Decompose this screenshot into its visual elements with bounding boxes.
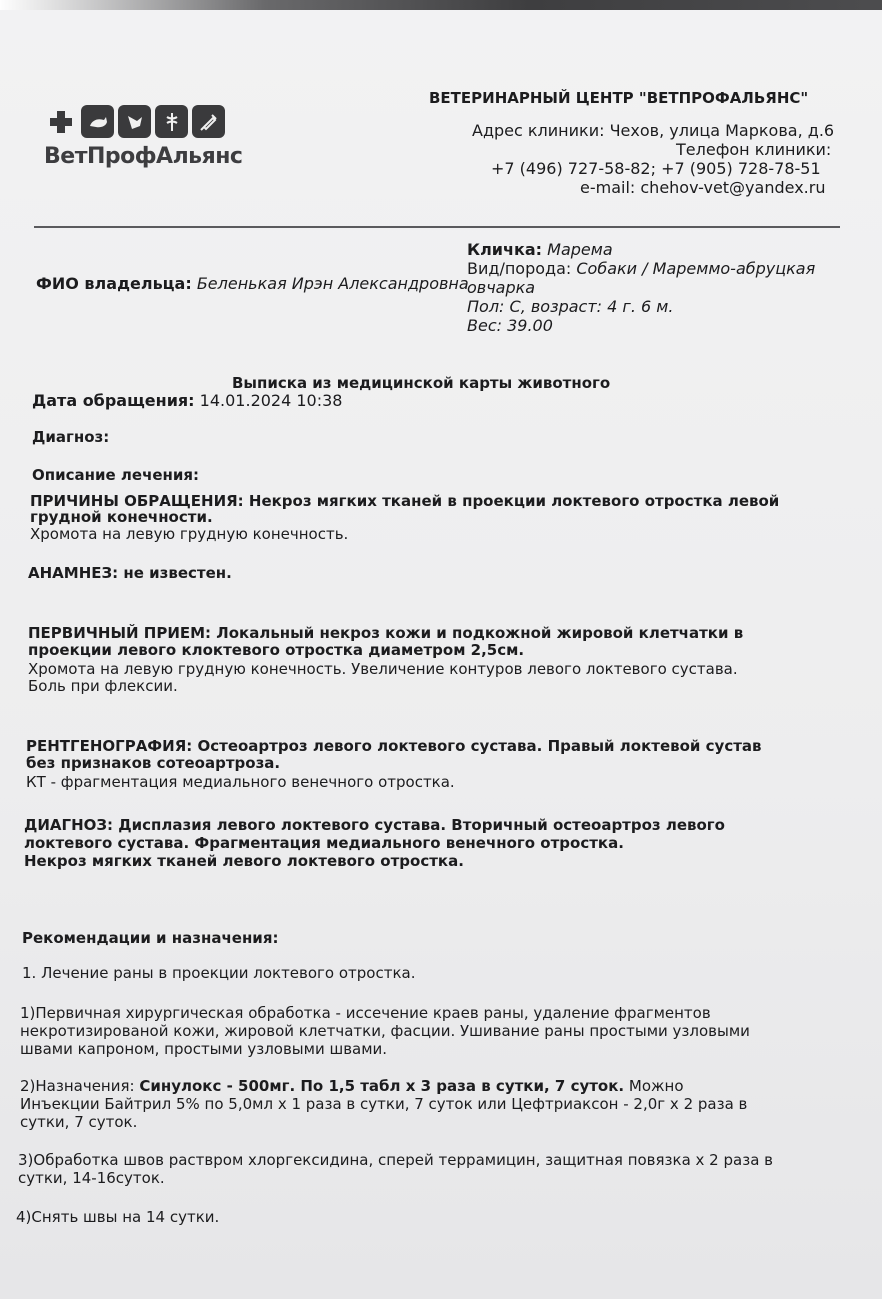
cross-icon <box>44 105 77 138</box>
rec-item1: 1. Лечение раны в проекции локтевого отростка. <box>22 964 416 982</box>
phone-label: Телефон клиники: <box>676 140 832 159</box>
rec-p2-line3: сутки, 7 суток. <box>20 1113 138 1131</box>
cat-icon <box>81 105 114 138</box>
photo-top-shadow <box>0 0 882 10</box>
rec-p1-line1: 1)Первичная хирургическая обработка - иссечение краев раны, удаление фрагментов <box>20 1004 711 1022</box>
record-title: Выписка из медицинской карты животного <box>232 374 611 392</box>
clinic-address: Адрес клиники: Чехов, улица Маркова, д.6 <box>472 121 835 140</box>
breed-cont: овчарка <box>467 278 536 297</box>
diagnosis-label: Диагноз: <box>32 428 110 446</box>
header-divider <box>34 226 840 228</box>
rec-p4: 4)Снять швы на 14 сутки. <box>16 1208 220 1226</box>
owner-label: ФИО владельца: <box>36 274 192 293</box>
rec-p2-line1 <box>20 1077 684 1095</box>
clinic-phones: +7 (496) 727-58-82; +7 (905) 728-78-51 <box>491 159 821 178</box>
dx-line1: ДИАГНОЗ: Дисплазия левого локтевого сустава. Вторичный остеоартроз левого <box>24 816 725 834</box>
primary-line1: ПЕРВИЧНЫЙ ПРИЕМ: Локальный некроз кожи и подкожной жировой клетчатки в <box>28 624 744 642</box>
clinic-logo <box>44 105 225 138</box>
weight: Вес: 39.00 <box>467 316 553 335</box>
reasons-line2: грудной конечности. <box>30 508 213 526</box>
pet-name-label: Кличка: <box>467 240 543 259</box>
logo-wordmark: ВетПрофАльянс <box>44 144 243 169</box>
clinic-title: ВЕТЕРИНАРНЫЙ ЦЕНТР "ВЕТПРОФАЛЬЯНС" <box>429 89 809 107</box>
reasons-text: Хромота на левую грудную конечность. <box>30 525 349 543</box>
primary-line2: проекции левого клоктевого отростка диаметром 2,5см. <box>28 641 525 659</box>
caduceus-icon <box>155 105 188 138</box>
recs-title: Рекомендации и назначения: <box>22 929 279 947</box>
owner-value: Беленькая Ирэн Александровна <box>196 274 469 293</box>
xray-line2: без признаков сотеоартроза. <box>26 754 281 772</box>
date-line <box>32 391 342 410</box>
xray-text: КТ - фрагментация медиального венечного отростка. <box>26 773 455 791</box>
primary-text1: Хромота на левую грудную конечность. Увеличение контуров левого локтевого сустава. <box>28 660 738 678</box>
sex-age: Пол: С, возраст: 4 г. 6 м. <box>467 297 674 316</box>
rec-p1-line2: некротизированой кожи, жировой клетчатки, фасции. Ушивание раны простыми узловыми <box>20 1022 750 1040</box>
pet-name-value: Марема <box>547 240 613 259</box>
rec-p2-prefix: 2)Назначения: <box>20 1077 140 1095</box>
rec-p3-line1: 3)Обработка швов раствром хлоргексидина, сперей террамицин, защитная повязка х 2 раза в <box>18 1151 773 1169</box>
date-label: Дата обращения: <box>32 391 195 410</box>
treatment-label: Описание лечения: <box>32 466 200 484</box>
anamnesis: АНАМНЕЗ: не известен. <box>28 564 232 582</box>
rec-p2-drug: Синулокс - 500мг. По 1,5 табл х 3 раза в сутки, 7 суток. <box>139 1077 625 1095</box>
breed-value: Собаки / Мареммо-абруцкая <box>576 259 816 278</box>
bird-icon <box>118 105 151 138</box>
syringe-icon <box>192 105 225 138</box>
dx-line2: локтевого сустава. Фрагментация медиального венечного отростка. <box>24 834 624 852</box>
date-value: 14.01.2024 10:38 <box>199 391 343 410</box>
owner-line <box>36 274 469 293</box>
rec-p3-line2: сутки, 14-16суток. <box>18 1169 165 1187</box>
breed-label: Вид/порода: <box>467 259 572 278</box>
rec-p2-suffix: Можно <box>624 1077 684 1095</box>
rec-p1-line3: швами капроном, простыми узловыми швами. <box>20 1040 388 1058</box>
rec-p2-line2: Инъекции Байтрил 5% по 5,0мл х 1 раза в сутки, 7 суток или Цефтриаксон - 2,0г х 2 раза в <box>20 1095 748 1113</box>
reasons-line1: ПРИЧИНЫ ОБРАЩЕНИЯ: Некроз мягких тканей в проекции локтевого отростка левой <box>30 492 780 510</box>
dx-line3: Некроз мягких тканей левого локтевого отростка. <box>24 852 464 870</box>
xray-line1: РЕНТГЕНОГРАФИЯ: Остеоартроз левого локтевого сустава. Правый локтевой сустав <box>26 737 762 755</box>
breed-line <box>467 259 815 278</box>
primary-text2: Боль при флексии. <box>28 677 178 695</box>
clinic-email: e-mail: chehov-vet@yandex.ru <box>580 178 826 197</box>
pet-name-line <box>467 240 613 259</box>
